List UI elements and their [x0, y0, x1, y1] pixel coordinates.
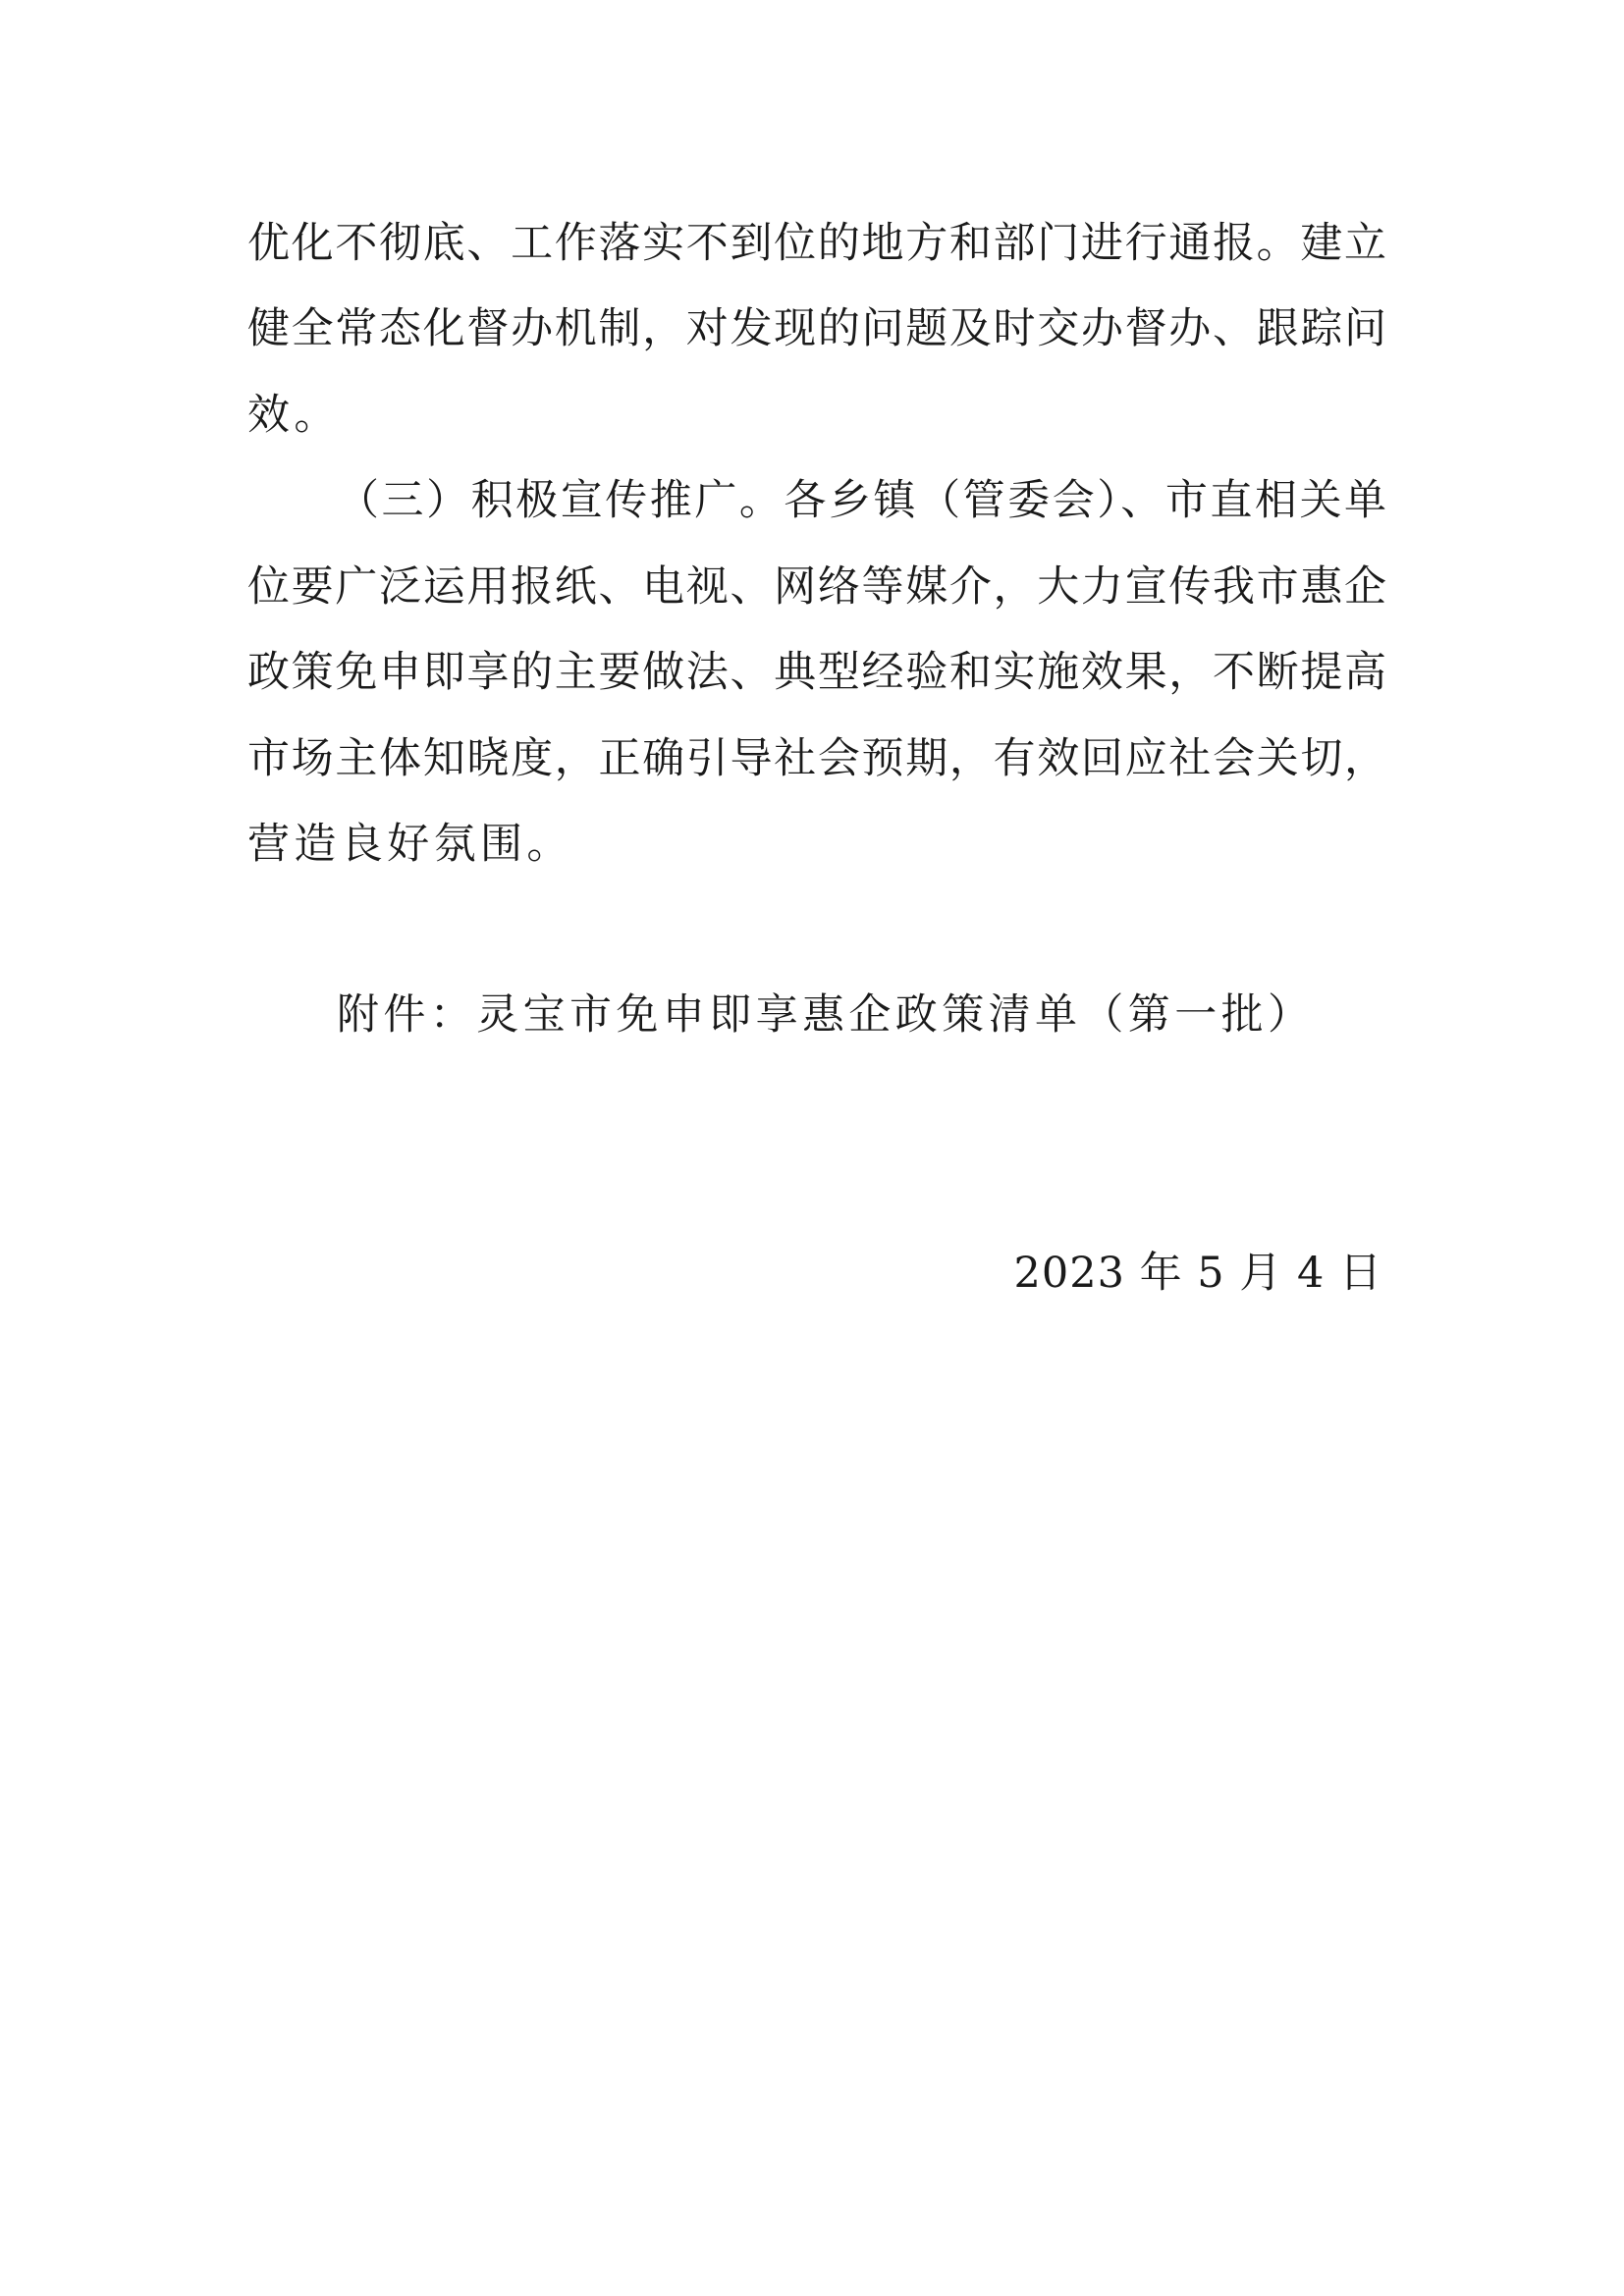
body-line-3: 效。	[247, 391, 341, 440]
section-heading-line: （三）积极宣传推广。各乡镇（管委会）、市直相关单	[337, 476, 1386, 525]
document-date: 2023 年 5 月 4 日	[1013, 1249, 1382, 1298]
body-line-8: 营造良好氛围。	[247, 820, 573, 869]
body-line-1: 优化不彻底、工作落实不到位的地方和部门进行通报。建立	[247, 219, 1386, 268]
body-line-7: 市场主体知晓度，正确引导社会预期，有效回应社会关切，	[247, 734, 1386, 783]
body-line-2: 健全常态化督办机制，对发现的问题及时交办督办、跟踪问	[247, 304, 1386, 353]
body-line-6: 政策免申即享的主要做法、典型经验和实施效果，不断提高	[247, 648, 1386, 697]
body-line-5: 位要广泛运用报纸、电视、网络等媒介，大力宣传我市惠企	[247, 562, 1386, 612]
attachment-line: 附件：灵宝市免申即享惠企政策清单（第一批）	[337, 990, 1315, 1040]
